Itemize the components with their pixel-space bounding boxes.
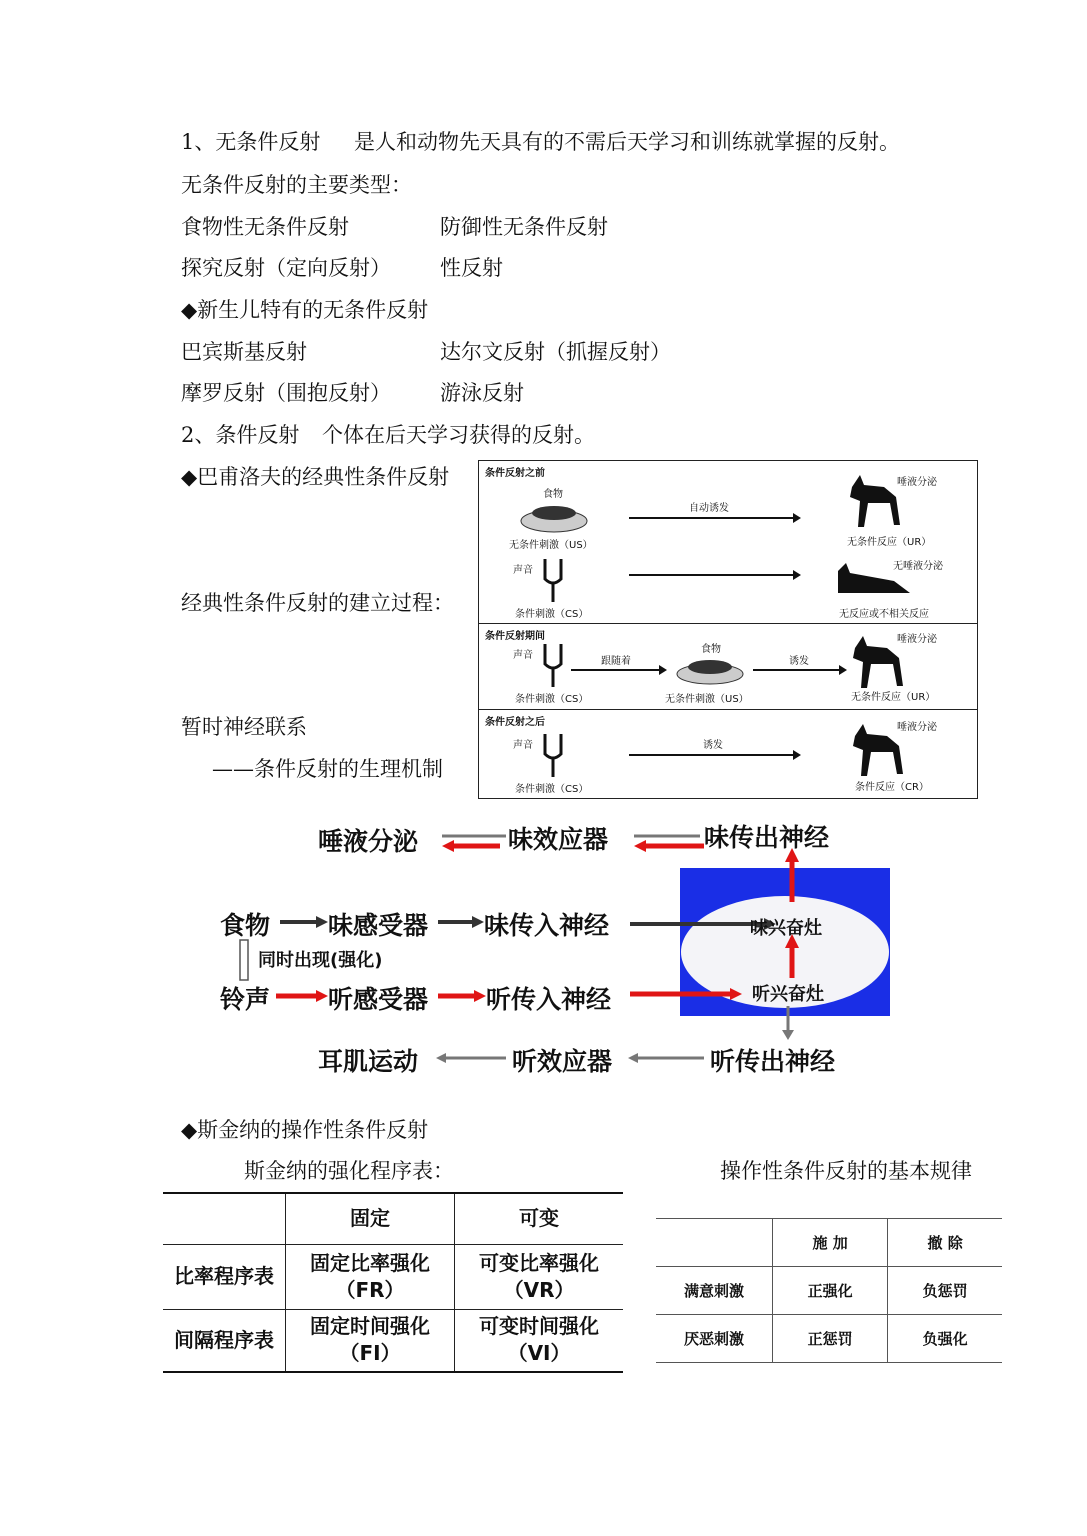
- induce-label: 诱发: [789, 656, 809, 667]
- reflex-babinski: 巴宾斯基反射: [181, 340, 307, 364]
- us-label-2: 无条件刺激（US）: [665, 694, 749, 705]
- table-row: [163, 1244, 623, 1309]
- process-label: 经典性条件反射的建立过程：: [181, 591, 454, 615]
- cell-text: 可变时间强化: [479, 1314, 600, 1339]
- taste-effector-node: 味效应器: [508, 825, 609, 854]
- reflex-swim: 游泳反射: [440, 381, 524, 405]
- food-bowl-icon: [519, 499, 589, 533]
- cell-abbr: （FI）: [339, 1341, 401, 1366]
- pavlov-heading: ◆巴甫洛夫的经典性条件反射: [181, 465, 450, 489]
- type-food: 食物性无条件反射: [181, 215, 349, 239]
- induce-label-3: 诱发: [703, 740, 723, 751]
- auto-induce-label: 自动诱发: [689, 503, 729, 514]
- table-row: [163, 1309, 623, 1372]
- food-bowl-icon: [675, 654, 745, 686]
- no-response-label: 无反应或不相关反应: [839, 609, 929, 620]
- simultaneous-label: 同时出现(强化): [258, 950, 383, 971]
- ur-label-2: 无条件反应（UR）: [851, 692, 936, 703]
- food-label: 食物: [543, 489, 563, 500]
- table-cell: [455, 1309, 623, 1372]
- row-label: 满意刺激: [656, 1267, 773, 1315]
- table-cell: [286, 1244, 455, 1309]
- cs-label-3: 条件刺激（CS）: [515, 784, 589, 795]
- panel-before-title: 条件反射之前: [485, 468, 545, 479]
- cell-abbr: （VR）: [503, 1277, 575, 1302]
- table-cell: 负惩罚: [888, 1267, 1002, 1315]
- cell-abbr: （FR）: [335, 1277, 405, 1302]
- saliva-node: 唾液分泌: [318, 827, 419, 856]
- newborn-heading: ◆新生儿特有的无条件反射: [181, 298, 429, 322]
- tuning-fork-icon: [541, 642, 565, 688]
- hear-afferent-node: 听传入神经: [486, 985, 612, 1014]
- panel-before: [479, 461, 977, 624]
- saliva-label: 唾液分泌: [897, 477, 937, 488]
- bell-node: 铃声: [220, 985, 271, 1014]
- skinner-table-caption: 斯金纳的强化程序表：: [244, 1159, 454, 1183]
- item-2-definition: 个体在后天学习获得的反射。: [322, 423, 595, 447]
- tuning-fork-icon: [541, 557, 565, 603]
- table-cell: 正惩罚: [773, 1315, 888, 1363]
- operant-table-caption: 操作性条件反射的基本规律: [720, 1159, 972, 1183]
- pavlov-figure: [478, 460, 978, 799]
- type-sex: 性反射: [440, 256, 503, 280]
- cs-label: 条件刺激（CS）: [515, 609, 589, 620]
- panel-after-title: 条件反射之后: [485, 717, 545, 728]
- sound-label-2: 声音: [513, 650, 533, 661]
- table-cell: 正强化: [773, 1267, 888, 1315]
- row-label: 厌恶刺激: [656, 1315, 773, 1363]
- cell-text: 固定时间强化: [310, 1314, 431, 1339]
- table-cell: [455, 1244, 623, 1309]
- saliva-label-2: 唾液分泌: [897, 634, 937, 645]
- saliva-label-3: 唾液分泌: [897, 722, 937, 733]
- no-saliva-label: 无唾液分泌: [893, 561, 943, 572]
- arrow-us-ur: [629, 517, 799, 519]
- mechanism-label: ——条件反射的生理机制: [212, 757, 443, 781]
- food-label-2: 食物: [701, 644, 721, 655]
- ear-muscle-node: 耳肌运动: [318, 1047, 419, 1076]
- type-explore: 探究反射（定向反射）: [181, 256, 391, 280]
- hear-receptor-node: 听感受器: [328, 985, 429, 1014]
- skinner-heading: ◆斯金纳的操作性条件反射: [181, 1118, 429, 1142]
- item-1-term: 1、无条件反射: [181, 130, 321, 154]
- item-2-term: 2、条件反射: [181, 423, 300, 447]
- neural-diagram: [210, 810, 890, 1080]
- arrow-follow: [571, 669, 665, 671]
- cell-text: 固定比率强化: [310, 1250, 431, 1275]
- taste-afferent-node: 味传入神经: [484, 911, 610, 940]
- cell-abbr: （VI）: [507, 1341, 571, 1366]
- table-header: 固定: [286, 1193, 455, 1244]
- hear-center-node: 听兴奋灶: [752, 984, 824, 1005]
- taste-center-node: 味兴奋灶: [750, 918, 822, 939]
- temp-neural-link: 暂时神经联系: [181, 715, 307, 739]
- uncond-types-heading: 无条件反射的主要类型：: [181, 173, 412, 197]
- taste-receptor-node: 味感受器: [328, 911, 429, 940]
- arrow-cs-none: [629, 574, 799, 576]
- us-label: 无条件刺激（US）: [509, 540, 593, 551]
- cell-text: 可变比率强化: [479, 1250, 600, 1275]
- table-header: [163, 1193, 286, 1244]
- reflex-moro: 摩罗反射（围抱反射）: [181, 381, 391, 405]
- hear-effector-node: 听效应器: [512, 1047, 613, 1076]
- sound-label-3: 声音: [513, 740, 533, 751]
- table-header: 可变: [455, 1193, 623, 1244]
- table-header: [656, 1219, 773, 1267]
- arrow-induce: [753, 669, 845, 671]
- table-cell: 负强化: [888, 1315, 1002, 1363]
- reflex-darwin: 达尔文反射（抓握反射）: [440, 340, 671, 364]
- row-label: 比率程序表: [163, 1244, 286, 1309]
- hear-efferent-node: 听传出神经: [710, 1047, 836, 1076]
- panel-during-title: 条件反射期间: [485, 631, 545, 642]
- cr-label: 条件反应（CR）: [855, 782, 929, 793]
- taste-efferent-node: 味传出神经: [704, 823, 830, 852]
- table-cell: [286, 1309, 455, 1372]
- cs-label-2: 条件刺激（CS）: [515, 694, 589, 705]
- item-1-definition: 是人和动物先天具有的不需后天学习和训练就掌握的反射。: [354, 130, 900, 154]
- tuning-fork-icon: [541, 732, 565, 778]
- table-header: 撤 除: [888, 1219, 1002, 1267]
- panel-during: [479, 624, 977, 710]
- sound-label: 声音: [513, 565, 533, 576]
- arrow-cs-cr: [629, 754, 799, 756]
- panel-after: [479, 710, 977, 798]
- table-row: [656, 1315, 1002, 1363]
- table-header: 施 加: [773, 1219, 888, 1267]
- ur-label: 无条件反应（UR）: [847, 537, 932, 548]
- food-node: 食物: [220, 911, 271, 940]
- skinner-schedule-table: [163, 1192, 623, 1373]
- follow-label: 跟随着: [601, 656, 631, 667]
- table-row: [656, 1267, 1002, 1315]
- dog-icon: [844, 467, 904, 531]
- operant-law-table: [656, 1218, 1002, 1363]
- row-label: 间隔程序表: [163, 1309, 286, 1372]
- type-defense: 防御性无条件反射: [440, 215, 608, 239]
